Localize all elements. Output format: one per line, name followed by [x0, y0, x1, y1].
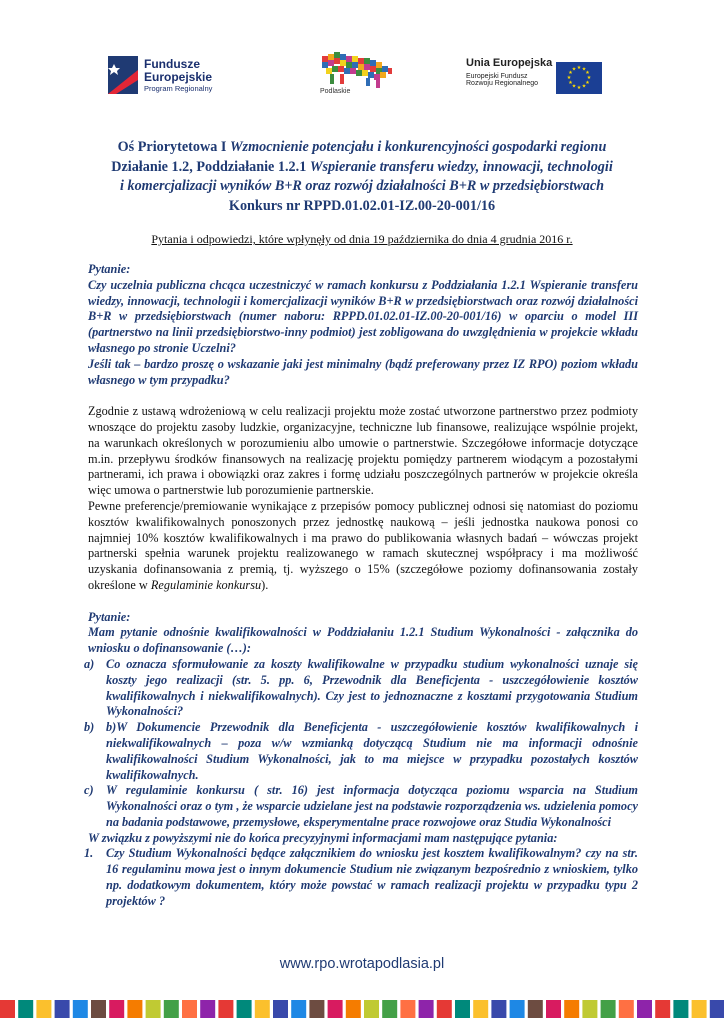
decor-square	[200, 1000, 215, 1018]
decor-square	[182, 1000, 197, 1018]
decor-square	[0, 1000, 15, 1018]
decor-square	[655, 1000, 670, 1018]
ue-logo-line1: Unia Europejska	[466, 57, 553, 69]
decor-square	[564, 1000, 579, 1018]
title-line-2: Działanie 1.2, Poddziałanie 1.2.1 Wspieranie transferu wiedzy, innowacji, technologii	[111, 158, 613, 175]
bison-mosaic-icon	[318, 50, 398, 90]
podlaskie-caption: Podlaskie	[320, 88, 351, 95]
svg-text:★: ★	[585, 70, 590, 76]
question-1	[88, 262, 638, 388]
colored-squares-strip	[0, 996, 724, 1020]
list-item: 1. Czy Studium Wykonalności będące załącznikiem do wniosku jest kosztem kwalifikowalnym? czy na str. 16 regulaminu mowa jest o innym dokumencie Studium nie związanym bezpośrednio z wnioskiem, tylko np. dodatkowym dokumentem, który może powstać w ramach realizacji projektu w przypadku typu 2 projektów ?	[84, 846, 638, 908]
decor-square	[619, 1000, 634, 1018]
svg-text:★: ★	[585, 80, 590, 86]
ue-logo-line3: Rozwoju Regionalnego	[466, 79, 538, 87]
decor-square	[73, 1000, 88, 1018]
decor-square	[218, 1000, 233, 1018]
decor-square	[673, 1000, 688, 1018]
svg-text:★: ★	[571, 83, 577, 90]
question-text: Czy uczelnia publiczna chcąca uczestniczyć w ramach konkursu z Poddziałania 1.2.1 Wspieranie transferu wiedzy, innowacji, technologii i komercjalizacji wyników B+R w przedsiębiorstwach oraz rozwój działalności B+R w przedsiębiorstwach (numer naboru: RPPD.01.02.01-IZ.00-20-001/16) w oparciu o model III (partnerstwo na linii przedsiębiorstwo-inny podmiot) jest zobligowana do uwzględnienia w projekcie wkładu własnego po stronie Uczelni?	[88, 277, 638, 355]
decor-square	[18, 1000, 33, 1018]
decor-square	[309, 1000, 324, 1018]
decor-square	[582, 1000, 597, 1018]
question-followup: W związku z powyższymi nie do końca precyzyjnymi informacjami mam następujące pytania:	[88, 830, 558, 845]
decor-square	[510, 1000, 525, 1018]
decor-square	[473, 1000, 488, 1018]
title-line-1: Oś Priorytetowa I Wzmocnienie potencjału i konkurencyjności gospodarki regionu	[117, 139, 607, 155]
ue-logo-line2: Europejski Fundusz	[466, 72, 528, 80]
decor-square	[637, 1000, 652, 1018]
question-sublist	[84, 656, 638, 831]
footer-url: www.rpo.wrotapodlasia.pl	[279, 956, 445, 972]
svg-text:★: ★	[571, 66, 577, 73]
decor-square	[400, 1000, 415, 1018]
svg-text:★: ★	[576, 85, 582, 91]
fe-logo-line2: Europejskie	[144, 69, 213, 84]
decor-square	[364, 1000, 379, 1018]
svg-text:★: ★	[576, 65, 582, 71]
decor-square	[491, 1000, 506, 1018]
title-line-4: Konkurs nr RPPD.01.02.01-IZ.00-20-001/16	[228, 197, 496, 214]
svg-text:★: ★	[581, 66, 587, 73]
list-item: b) b)W Dokumencie Przewodnik dla Beneficjenta - uszczegółowienie kosztów kwalifikowalnych i niekwalifikowalnych – poza w/w wzmianką dotyczącą Studium nie ma informacji odnośnie kwalifikowalności Studium Wykonalności, jak to ma miejsce w przypadku pozostałych kosztów kwalifikowalnych.	[84, 720, 638, 782]
decor-square	[419, 1000, 434, 1018]
decor-square	[255, 1000, 270, 1018]
decor-square	[528, 1000, 543, 1018]
document-title	[80, 138, 644, 216]
podlaskie-logo	[318, 50, 398, 106]
page-header	[0, 0, 724, 120]
list-item: a) Co oznacza sformułowanie za koszty kwalifikowalne w przypadku studium wykonalności uznaje się koszty jego realizacji (str. 5. pp. 6, Przewodnik dla Beneficjenta - uszczegółowienie kosztów kwalifikowalnych i niekwalifikowalnych). Czy jest to jednoznaczne z kosztami przygotowania Studium Wykonalności?	[84, 656, 638, 719]
decor-square	[237, 1000, 252, 1018]
question-numbered-list	[84, 846, 638, 909]
decor-square	[601, 1000, 616, 1018]
document-subtitle: Pytania i odpowiedzi, które wpłynęły od dnia 19 października do dnia 4 grudnia 2016 r.	[151, 232, 573, 246]
decor-square	[346, 1000, 361, 1018]
question-text: Jeśli tak – bardzo proszę o wskazanie jaki jest minimalny (bądź preferowany przez IZ RPO) poziom wkładu własnego w tym przypadku?	[88, 356, 638, 387]
question-label: Pytanie:	[88, 262, 131, 276]
answer-paragraph: Pewne preferencje/premiowanie wynikające z przepisów pomocy publicznej odnosi się natomiast do poziomu kosztów kwalifikowalnych ponoszonych przez jednostkę naukową – jeśli jednostka naukowa ponosi co najmniej 10% kosztów kwalifikowalnych i ma prawo do publikowania własnych badań – wówczas projekt partnerski spełnia warunek projektu realizowanego w ramach skutecznej współpracy i ma możliwość uzyskania dofinansowania z premią, tj. wyższego o 15% (szczegółowe poziomy dofinansowania zostały określone w Regulaminie konkursu).	[88, 498, 638, 592]
fe-logo-line3: Program Regionalny	[144, 84, 213, 94]
decor-square	[455, 1000, 470, 1018]
decor-square	[382, 1000, 397, 1018]
decor-square	[91, 1000, 106, 1018]
page-footer	[0, 940, 724, 1024]
title-line-3: i komercjalizacji wyników B+R oraz rozwój działalności B+R w przedsiębiorstwach	[119, 178, 605, 194]
list-item: c) W regulaminie konkursu ( str. 16) jest informacja dotycząca poziomu wsparcia na Studium Wykonalności oraz o tym , że wsparcie udzielane jest na podstawie rozporządzenia ws. udzielenia pomocy na badania podstawowe, przemysłowe, eksperymentalne prace rozwojowe oraz Studia Wykonalności	[84, 783, 638, 829]
decor-square	[291, 1000, 306, 1018]
fundusze-europejskie-logo	[108, 56, 228, 96]
decor-square	[146, 1000, 161, 1018]
decor-square	[127, 1000, 142, 1018]
decor-square	[273, 1000, 288, 1018]
answer-paragraph: Zgodnie z ustawą wdrożeniową w celu realizacji projektu może zostać utworzone partnerstwo przez podmioty wnoszące do projektu zasoby ludzkie, organizacyjne, techniczne lub finansowe, realizujące wspólnie projekt, na warunkach określonych w porozumieniu albo umowie o partnerstwie. Szczegółowe informacje dotyczące m.in. przepływu środków finansowych na realizację projektu pomiędzy partnerem wiodącym a pozostałymi partnerami, ich prawa i obowiązki oraz zakres i formę udziału poszczególnych partnerów w projekcie określa więc umowa o partnerstwie lub porozumienie partnerskie.	[88, 404, 638, 498]
question-label: Pytanie:	[88, 609, 131, 624]
svg-text:★: ★	[568, 70, 573, 76]
svg-text:★: ★	[586, 75, 592, 81]
question-2	[84, 609, 638, 910]
svg-text:★: ★	[581, 83, 587, 90]
svg-text:★: ★	[568, 80, 573, 86]
decor-square	[55, 1000, 70, 1018]
decor-square	[328, 1000, 343, 1018]
document-body	[84, 262, 638, 910]
svg-text:★: ★	[566, 75, 572, 81]
unia-europejska-logo	[466, 58, 606, 98]
decor-square	[710, 1000, 724, 1018]
decor-square	[36, 1000, 51, 1018]
decor-square	[109, 1000, 124, 1018]
fe-logo-line1: Fundusze	[144, 57, 200, 71]
question-intro: Mam pytanie odnośnie kwalifikowalności w Poddziałaniu 1.2.1 Studium Wykonalności - załącznika do wniosku o dofinansowanie (…):	[88, 625, 638, 656]
decor-square	[546, 1000, 561, 1018]
decor-square	[164, 1000, 179, 1018]
fundusze-flag-icon	[108, 56, 138, 94]
decor-square	[437, 1000, 452, 1018]
eu-flag-icon	[556, 62, 602, 94]
decor-square	[692, 1000, 707, 1018]
